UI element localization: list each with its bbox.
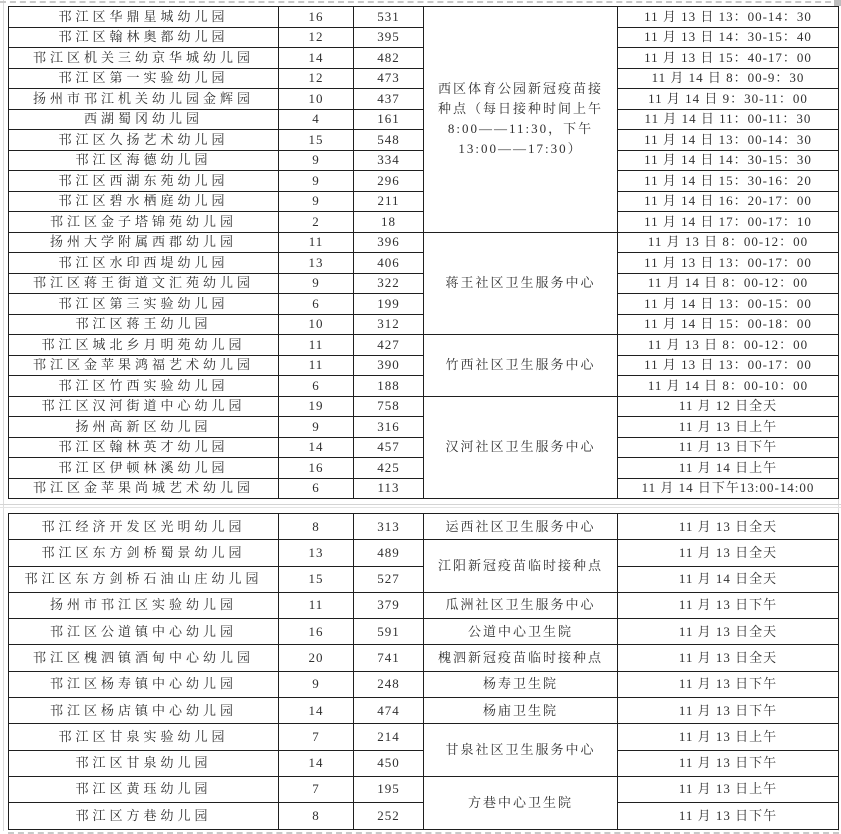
time-slot-cell: 11 月 14 日上午 — [618, 458, 839, 479]
table-row — [9, 645, 839, 671]
total-cell: 531 — [354, 7, 424, 28]
kindergarten-name-cell: 邗江区第三实验幼儿园 — [9, 294, 279, 315]
total-cell: 457 — [354, 437, 424, 458]
time-slot-cell: 11 月 14 日下午13:00-14:00 — [618, 478, 839, 499]
count-cell: 8 — [279, 803, 354, 829]
count-cell: 13 — [279, 540, 354, 566]
kindergarten-name-cell: 邗江区翰林英才幼儿园 — [9, 437, 279, 458]
total-cell: 427 — [354, 335, 424, 356]
vaccination-site-cell: 蒋王社区卫生服务中心 — [424, 232, 618, 335]
count-cell: 9 — [279, 273, 354, 294]
kindergarten-name-cell: 邗江区东方剑桥石油山庄幼儿园 — [9, 566, 279, 592]
total-cell: 252 — [354, 803, 424, 829]
vaccination-site-cell: 运西社区卫生服务中心 — [424, 514, 618, 540]
count-cell: 11 — [279, 355, 354, 376]
time-slot-cell: 11 月 14 日 8：00-9：30 — [618, 68, 839, 89]
kindergarten-name-cell: 邗江经济开发区光明幼儿园 — [9, 514, 279, 540]
kindergarten-name-cell: 邗江区方巷幼儿园 — [9, 803, 279, 829]
total-cell: 395 — [354, 27, 424, 48]
total-cell: 591 — [354, 619, 424, 645]
time-slot-cell: 11 月 14 日 8：00-10：00 — [618, 376, 839, 397]
table-row — [9, 396, 839, 417]
kindergarten-name-cell: 邗江区槐泗镇酒甸中心幼儿园 — [9, 645, 279, 671]
kindergarten-name-cell: 扬州市邗江机关幼儿园金辉园 — [9, 89, 279, 110]
count-cell: 10 — [279, 314, 354, 335]
time-slot-cell: 11 月 13 日下午 — [618, 698, 839, 724]
time-slot-cell: 11 月 14 日 15：00-18：00 — [618, 314, 839, 335]
count-cell: 8 — [279, 514, 354, 540]
kindergarten-name-cell: 邗江区金子塔锦苑幼儿园 — [9, 212, 279, 233]
total-cell: 296 — [354, 171, 424, 192]
kindergarten-name-cell: 邗江区华鼎星城幼儿园 — [9, 7, 279, 28]
kindergarten-name-cell: 邗江区第一实验幼儿园 — [9, 68, 279, 89]
kindergarten-name-cell: 邗江区水印西堤幼儿园 — [9, 253, 279, 274]
count-cell: 9 — [279, 150, 354, 171]
total-cell: 161 — [354, 109, 424, 130]
spreadsheet-area — [8, 6, 839, 834]
count-cell: 12 — [279, 27, 354, 48]
count-cell: 9 — [279, 171, 354, 192]
count-cell: 14 — [279, 437, 354, 458]
kindergarten-name-cell: 邗江区金苹果鸿福艺术幼儿园 — [9, 355, 279, 376]
table-row — [9, 698, 839, 724]
table-row — [9, 335, 839, 356]
total-cell: 18 — [354, 212, 424, 233]
time-slot-cell: 11 月 14 日 9：30-11：00 — [618, 89, 839, 110]
total-cell: 396 — [354, 232, 424, 253]
count-cell: 11 — [279, 335, 354, 356]
count-cell: 16 — [279, 7, 354, 28]
total-cell: 199 — [354, 294, 424, 315]
gridline-horizontal — [0, 507, 841, 508]
total-cell: 473 — [354, 68, 424, 89]
total-cell: 489 — [354, 540, 424, 566]
kindergarten-name-cell: 扬州高新区幼儿园 — [9, 417, 279, 438]
kindergarten-name-cell: 邗江区机关三幼京华城幼儿园 — [9, 48, 279, 69]
vaccination-site-cell: 江阳新冠疫苗临时接种点 — [424, 540, 618, 593]
time-slot-cell: 11 月 13 日 13：00-17：00 — [618, 253, 839, 274]
time-slot-cell: 11 月 14 日 13：00-15：00 — [618, 294, 839, 315]
count-cell: 14 — [279, 698, 354, 724]
vaccination-site-cell: 汉河社区卫生服务中心 — [424, 396, 618, 499]
count-cell: 11 — [279, 592, 354, 618]
kindergarten-name-cell: 扬州大学附属西郡幼儿园 — [9, 232, 279, 253]
kindergarten-name-cell: 邗江区西湖东苑幼儿园 — [9, 171, 279, 192]
kindergarten-name-cell: 邗江区金苹果尚城艺术幼儿园 — [9, 478, 279, 499]
kindergarten-name-cell: 邗江区蒋王街道文汇苑幼儿园 — [9, 273, 279, 294]
count-cell: 13 — [279, 253, 354, 274]
time-slot-cell: 11 月 13 日全天 — [618, 619, 839, 645]
vaccination-site-cell: 杨庙卫生院 — [424, 698, 618, 724]
table-row — [9, 724, 839, 750]
time-slot-cell: 11 月 13 日上午 — [618, 724, 839, 750]
table-1-body — [9, 7, 839, 499]
kindergarten-name-cell: 邗江区蒋王幼儿园 — [9, 314, 279, 335]
total-cell: 482 — [354, 48, 424, 69]
count-cell: 11 — [279, 232, 354, 253]
count-cell: 19 — [279, 396, 354, 417]
table-row — [9, 619, 839, 645]
time-slot-cell: 11 月 13 日 14：30-15：40 — [618, 27, 839, 48]
table-row — [9, 7, 839, 28]
time-slot-cell: 11 月 14 日 15：30-16：20 — [618, 171, 839, 192]
sheet-gridline-left — [3, 0, 4, 831]
total-cell: 474 — [354, 698, 424, 724]
vaccination-schedule-table-1 — [8, 6, 839, 499]
vaccination-site-cell: 公道中心卫生院 — [424, 619, 618, 645]
vaccination-site-cell: 方巷中心卫生院 — [424, 776, 618, 829]
gridline-horizontal — [0, 504, 841, 505]
total-cell: 425 — [354, 458, 424, 479]
count-cell: 6 — [279, 294, 354, 315]
kindergarten-name-cell: 邗江区城北乡月明苑幼儿园 — [9, 335, 279, 356]
time-slot-cell: 11 月 13 日下午 — [618, 437, 839, 458]
count-cell: 7 — [279, 776, 354, 802]
total-cell: 188 — [354, 376, 424, 397]
table-row — [9, 514, 839, 540]
count-cell: 15 — [279, 566, 354, 592]
total-cell: 248 — [354, 671, 424, 697]
time-slot-cell: 11 月 13 日全天 — [618, 514, 839, 540]
count-cell: 20 — [279, 645, 354, 671]
count-cell: 16 — [279, 458, 354, 479]
total-cell: 437 — [354, 89, 424, 110]
count-cell: 6 — [279, 478, 354, 499]
total-cell: 316 — [354, 417, 424, 438]
total-cell: 334 — [354, 150, 424, 171]
total-cell: 322 — [354, 273, 424, 294]
total-cell: 527 — [354, 566, 424, 592]
total-cell: 450 — [354, 750, 424, 776]
count-cell: 7 — [279, 724, 354, 750]
kindergarten-name-cell: 扬州市邗江区实验幼儿园 — [9, 592, 279, 618]
table-row — [9, 671, 839, 697]
count-cell: 9 — [279, 671, 354, 697]
vaccination-site-cell: 西区体育公园新冠疫苗接种点（每日接种时间上午8:00——11:30，下午 13:00——17:30） — [424, 7, 618, 233]
time-slot-cell: 11 月 13 日上午 — [618, 417, 839, 438]
kindergarten-name-cell: 邗江区杨店镇中心幼儿园 — [9, 698, 279, 724]
time-slot-cell: 11 月 14 日 8：00-12：00 — [618, 273, 839, 294]
kindergarten-name-cell: 邗江区甘泉实验幼儿园 — [9, 724, 279, 750]
empty-spreadsheet-row — [8, 499, 839, 513]
count-cell: 2 — [279, 212, 354, 233]
time-slot-cell: 11 月 14 日 16：20-17：00 — [618, 191, 839, 212]
kindergarten-name-cell: 邗江区汉河街道中心幼儿园 — [9, 396, 279, 417]
table-row — [9, 540, 839, 566]
total-cell: 758 — [354, 396, 424, 417]
count-cell: 9 — [279, 417, 354, 438]
time-slot-cell: 11 月 13 日全天 — [618, 540, 839, 566]
time-slot-cell: 11 月 13 日下午 — [618, 803, 839, 829]
cropped-row-edge-top — [0, 1, 841, 3]
time-slot-cell: 11 月 13 日下午 — [618, 671, 839, 697]
kindergarten-name-cell: 邗江区黄珏幼儿园 — [9, 776, 279, 802]
vaccination-site-cell: 竹西社区卫生服务中心 — [424, 335, 618, 397]
kindergarten-name-cell: 邗江区公道镇中心幼儿园 — [9, 619, 279, 645]
time-slot-cell: 11 月 13 日 8：00-12：00 — [618, 335, 839, 356]
total-cell: 390 — [354, 355, 424, 376]
count-cell: 14 — [279, 750, 354, 776]
kindergarten-name-cell: 邗江区翰林奥都幼儿园 — [9, 27, 279, 48]
count-cell: 9 — [279, 191, 354, 212]
time-slot-cell: 11 月 14 日全天 — [618, 566, 839, 592]
total-cell: 113 — [354, 478, 424, 499]
table-row — [9, 232, 839, 253]
kindergarten-name-cell: 西湖蜀冈幼儿园 — [9, 109, 279, 130]
kindergarten-name-cell: 邗江区久扬艺术幼儿园 — [9, 130, 279, 151]
count-cell: 15 — [279, 130, 354, 151]
time-slot-cell: 11 月 13 日 13：00-14：30 — [618, 7, 839, 28]
time-slot-cell: 11 月 12 日全天 — [618, 396, 839, 417]
time-slot-cell: 11 月 14 日 17：00-17：10 — [618, 212, 839, 233]
count-cell: 10 — [279, 89, 354, 110]
vaccination-site-cell: 杨寿卫生院 — [424, 671, 618, 697]
vaccination-site-cell: 槐泗新冠疫苗临时接种点 — [424, 645, 618, 671]
count-cell: 12 — [279, 68, 354, 89]
count-cell: 16 — [279, 619, 354, 645]
total-cell: 312 — [354, 314, 424, 335]
count-cell: 14 — [279, 48, 354, 69]
time-slot-cell: 11 月 14 日 13：00-14：30 — [618, 130, 839, 151]
kindergarten-name-cell: 邗江区伊顿林溪幼儿园 — [9, 458, 279, 479]
time-slot-cell: 11 月 13 日下午 — [618, 750, 839, 776]
total-cell: 406 — [354, 253, 424, 274]
kindergarten-name-cell: 邗江区甘泉幼儿园 — [9, 750, 279, 776]
kindergarten-name-cell: 邗江区海德幼儿园 — [9, 150, 279, 171]
total-cell: 195 — [354, 776, 424, 802]
time-slot-cell: 11 月 13 日全天 — [618, 645, 839, 671]
vaccination-schedule-table-2 — [8, 513, 839, 830]
total-cell: 548 — [354, 130, 424, 151]
total-cell: 741 — [354, 645, 424, 671]
time-slot-cell: 11 月 14 日 11：00-11：30 — [618, 109, 839, 130]
count-cell: 4 — [279, 109, 354, 130]
kindergarten-name-cell: 邗江区碧水栖庭幼儿园 — [9, 191, 279, 212]
table-row — [9, 776, 839, 802]
time-slot-cell: 11 月 13 日 8：00-12：00 — [618, 232, 839, 253]
time-slot-cell: 11 月 13 日 15：40-17：00 — [618, 48, 839, 69]
total-cell: 211 — [354, 191, 424, 212]
kindergarten-name-cell: 邗江区竹西实验幼儿园 — [9, 376, 279, 397]
cropped-row-edge-bottom — [8, 832, 839, 834]
vaccination-site-cell: 瓜洲社区卫生服务中心 — [424, 592, 618, 618]
total-cell: 214 — [354, 724, 424, 750]
count-cell: 6 — [279, 376, 354, 397]
total-cell: 313 — [354, 514, 424, 540]
vaccination-site-cell: 甘泉社区卫生服务中心 — [424, 724, 618, 777]
total-cell: 379 — [354, 592, 424, 618]
time-slot-cell: 11 月 14 日 14：30-15：30 — [618, 150, 839, 171]
kindergarten-name-cell: 邗江区东方剑桥蜀景幼儿园 — [9, 540, 279, 566]
time-slot-cell: 11 月 13 日下午 — [618, 592, 839, 618]
time-slot-cell: 11 月 13 日上午 — [618, 776, 839, 802]
table-row — [9, 592, 839, 618]
time-slot-cell: 11 月 13 日 13：00-17：00 — [618, 355, 839, 376]
table-2-body — [9, 514, 839, 830]
kindergarten-name-cell: 邗江区杨寿镇中心幼儿园 — [9, 671, 279, 697]
